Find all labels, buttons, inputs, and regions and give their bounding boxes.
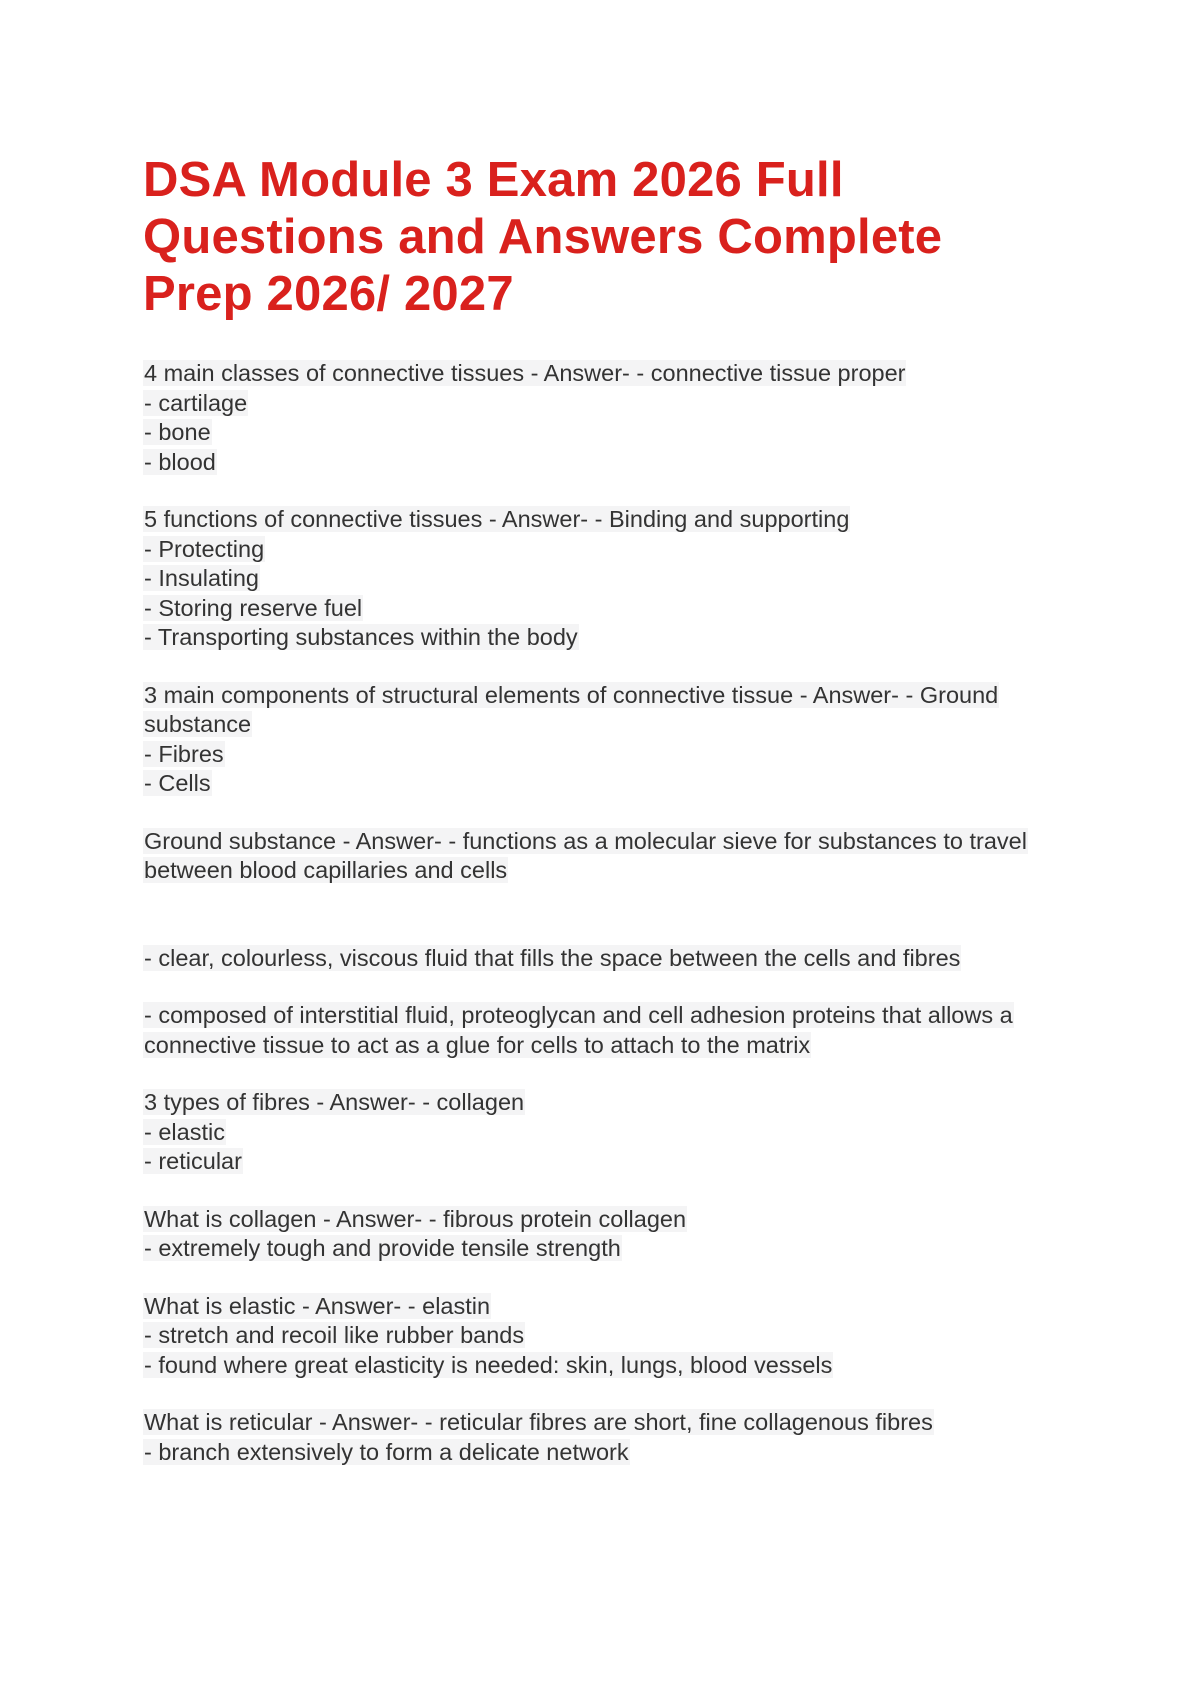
qa-line: Ground substance - Answer- - functions as a molecular sieve for substances to travel	[144, 827, 1027, 854]
qa-line: 4 main classes of connective tissues - Answer- - connective tissue proper	[144, 360, 906, 386]
qa-line: 5 functions of connective tissues - Answer- - Binding and supporting	[144, 506, 850, 532]
qa-line: 3 types of fibres - Answer- - collagen	[144, 1089, 525, 1115]
qa-block	[143, 681, 1073, 799]
qa-line: - bone	[144, 419, 211, 445]
qa-line: What is reticular - Answer- - reticular fibres are short, fine collagenous fibres	[144, 1409, 933, 1435]
title-line: Questions and Answers Complete	[143, 210, 943, 264]
qa-block	[143, 505, 1073, 653]
qa-line: - Insulating	[144, 565, 259, 591]
block-spacer	[143, 799, 1073, 827]
document-page	[143, 152, 1073, 1467]
qa-line: connective tissue to act as a glue for cells to attach to the matrix	[144, 1031, 811, 1058]
block-spacer	[143, 886, 1073, 944]
block-spacer	[143, 1060, 1073, 1088]
title-line: Prep 2026/ 2027	[143, 267, 514, 321]
block-spacer	[143, 973, 1073, 1001]
qa-line: between blood capillaries and cells	[144, 857, 508, 883]
qa-line: - clear, colourless, viscous fluid that fills the space between the cells and fibres	[144, 944, 961, 971]
qa-line: - cartilage	[144, 389, 248, 416]
title-line: DSA Module 3 Exam 2026 Full	[143, 153, 844, 207]
document-title	[143, 152, 1073, 323]
qa-line: - Protecting	[144, 535, 265, 562]
qa-block	[143, 944, 1073, 974]
qa-block	[143, 1088, 1073, 1177]
block-spacer	[143, 653, 1073, 681]
block-spacer	[143, 1177, 1073, 1205]
qa-block	[143, 1001, 1073, 1060]
qa-line: - Storing reserve fuel	[144, 594, 363, 621]
qa-block	[143, 1292, 1073, 1381]
qa-line: substance	[144, 711, 252, 737]
qa-block	[143, 1205, 1073, 1264]
qa-line: - blood	[144, 448, 216, 475]
block-spacer	[143, 1380, 1073, 1408]
qa-line: 3 main components of structural elements of connective tissue - Answer- - Ground	[144, 681, 999, 708]
qa-line: What is collagen - Answer- - fibrous protein collagen	[144, 1205, 687, 1232]
qa-line: - Transporting substances within the body	[144, 624, 578, 650]
qa-line: - reticular	[144, 1148, 242, 1174]
qa-line: - Cells	[144, 770, 211, 796]
block-spacer	[143, 477, 1073, 505]
qa-block	[143, 827, 1073, 886]
qa-line: - extremely tough and provide tensile strength	[144, 1235, 621, 1261]
qa-line: What is elastic - Answer- - elastin	[144, 1292, 491, 1319]
qa-line: - branch extensively to form a delicate network	[144, 1438, 629, 1465]
qa-line: - composed of interstitial fluid, proteoglycan and cell adhesion proteins that allows a	[144, 1002, 1013, 1028]
qa-block	[143, 1408, 1073, 1467]
qa-block	[143, 359, 1073, 477]
qa-line: - elastic	[144, 1118, 225, 1145]
block-spacer	[143, 1264, 1073, 1292]
qa-line: - found where great elasticity is needed: skin, lungs, blood vessels	[144, 1351, 833, 1378]
qa-line: - Fibres	[144, 740, 224, 767]
qa-line: - stretch and recoil like rubber bands	[144, 1322, 525, 1348]
